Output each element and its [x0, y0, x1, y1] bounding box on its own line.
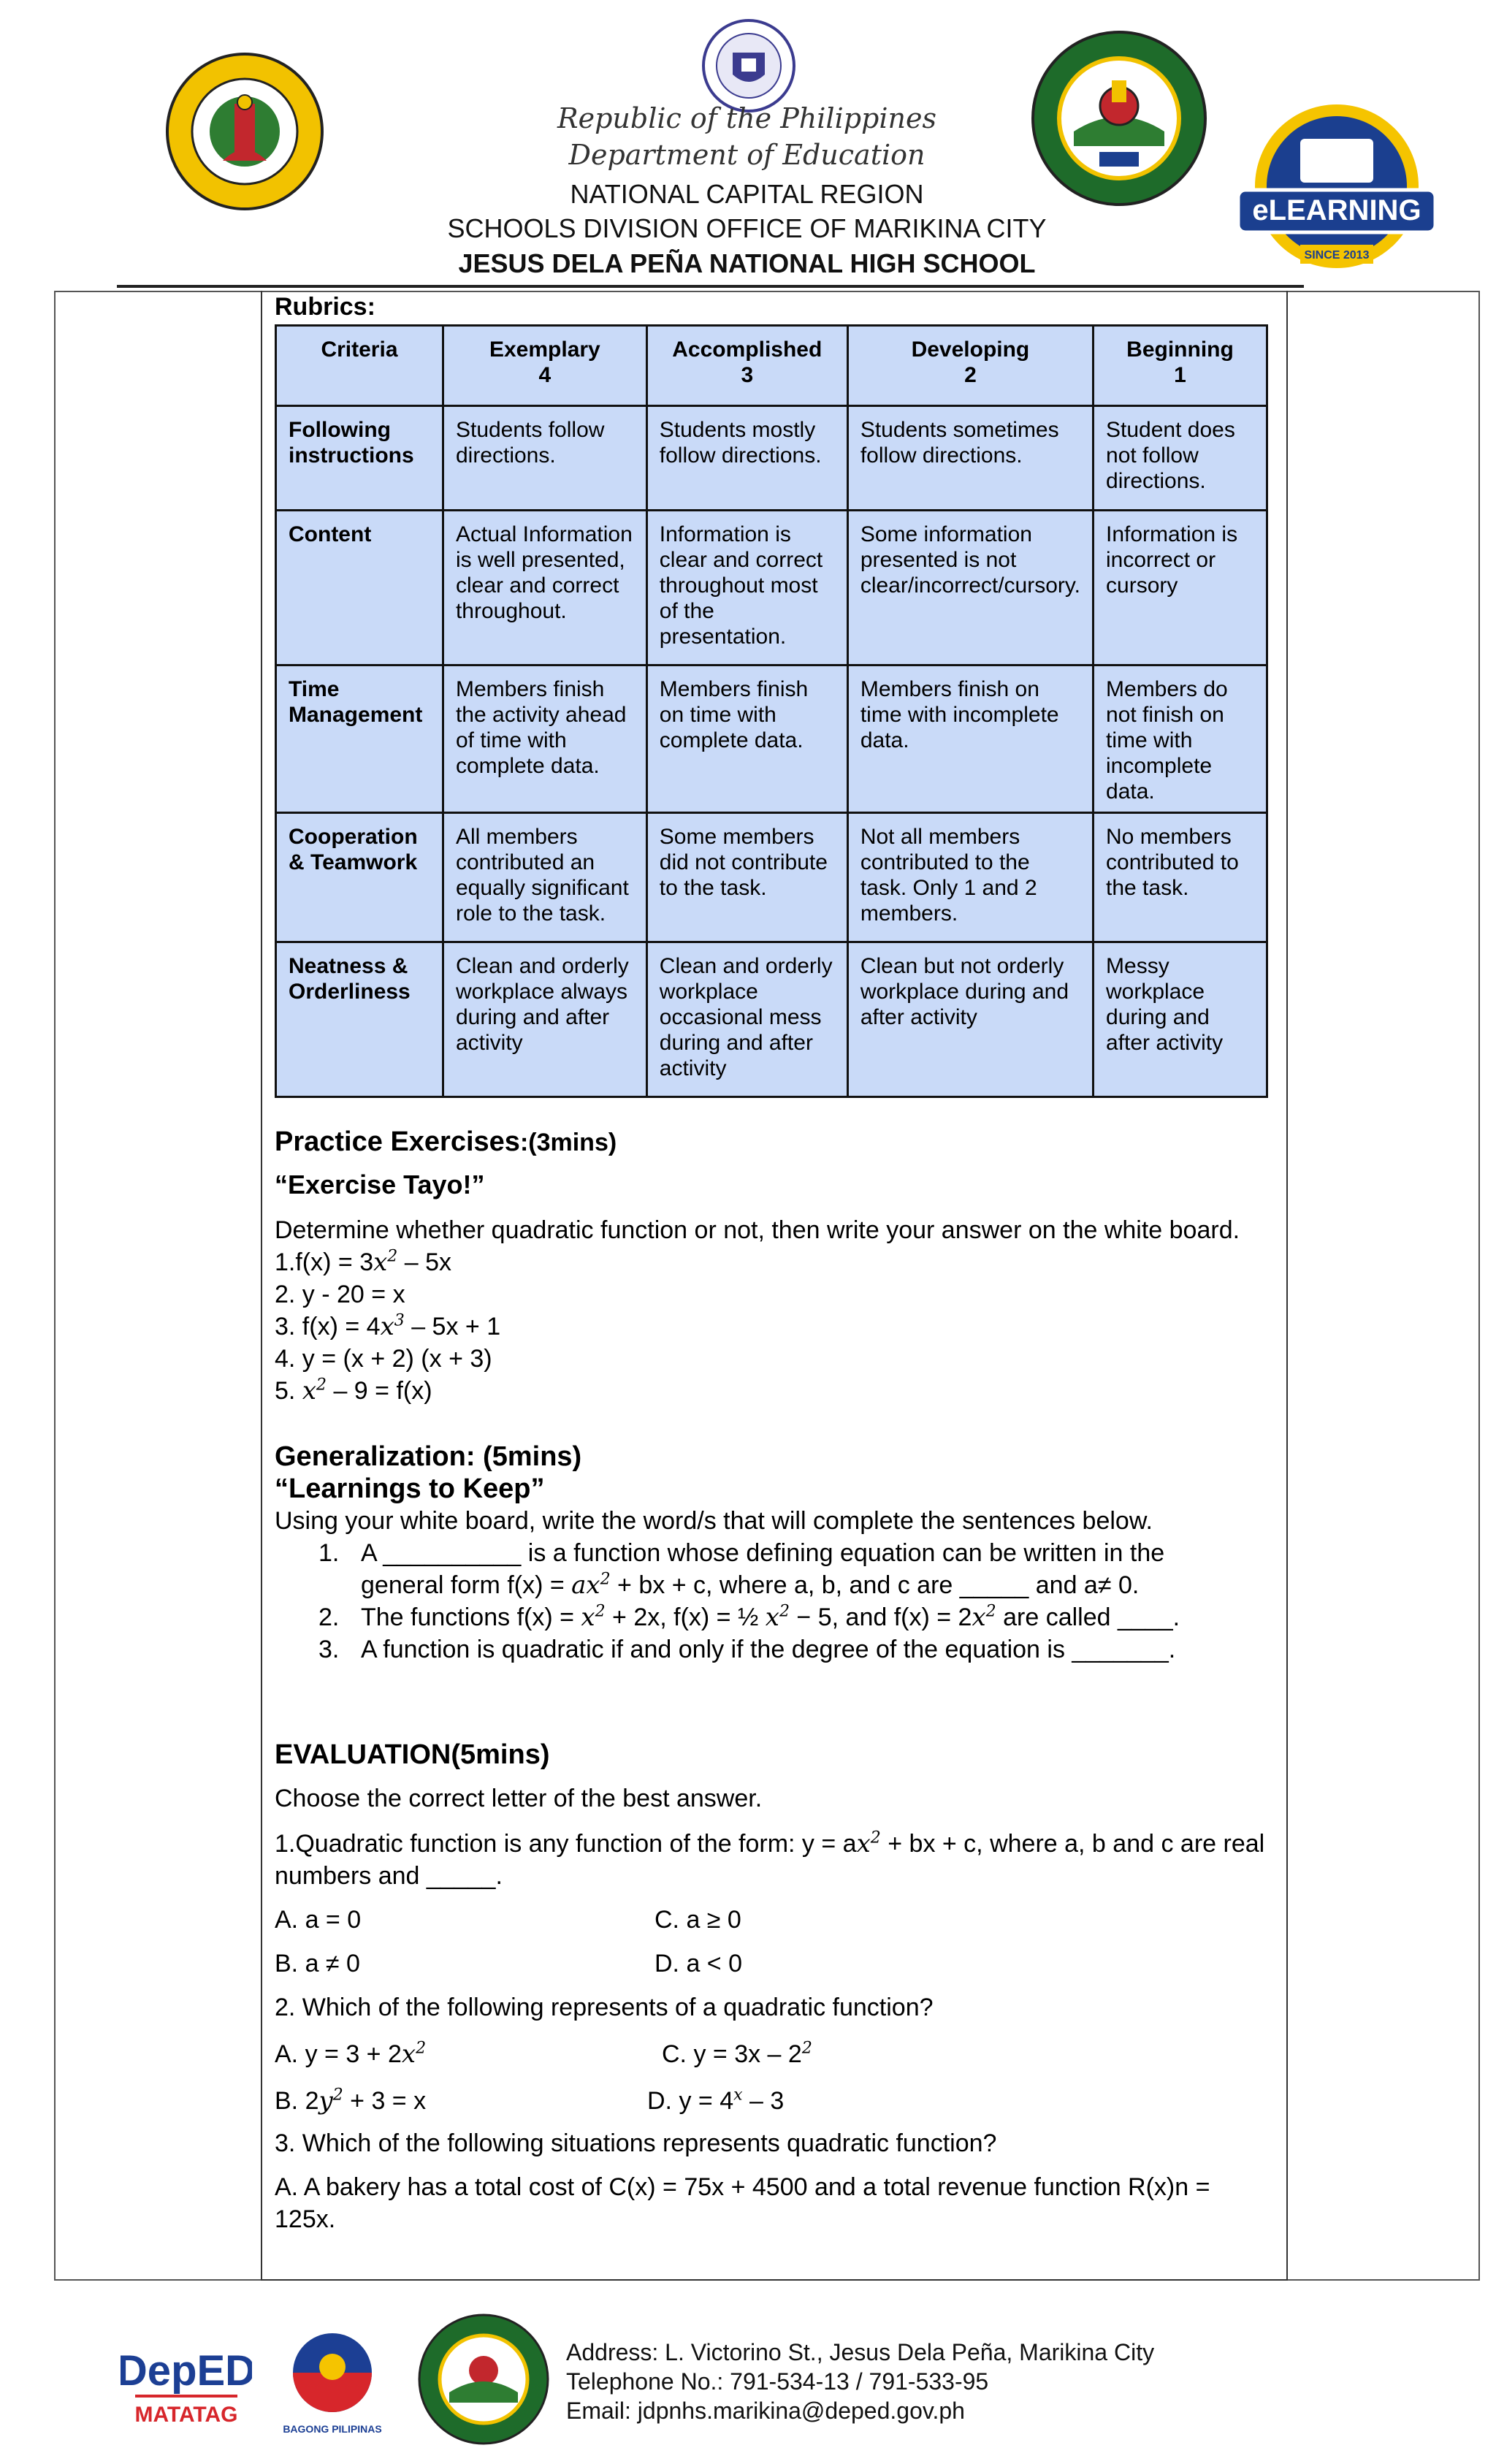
table-cell: No members contributed to the task.	[1094, 813, 1267, 942]
practice-heading	[275, 1126, 1277, 1159]
table-cell: All members contributed an equally significant role to the task.	[443, 813, 646, 942]
q2-option-b: B. $2y^2 + 3 = x$	[275, 2086, 427, 2116]
header-school-name: JESUS DELA PEÑA NATIONAL HIGH SCHOOL	[458, 248, 1036, 278]
table-cell: Members finish on time with complete data.	[646, 665, 847, 813]
jdp-school-footer-seal-icon	[416, 2312, 552, 2451]
table-cell: Clean but not orderly workplace during and after activity	[847, 942, 1093, 1097]
q2-option-c: C. $y = 3x - 2^2$	[662, 2039, 812, 2068]
header-criteria: Criteria	[276, 326, 443, 406]
q2-answers-row	[275, 2038, 1277, 2070]
table-cell: Members finish on time with incomplete data.	[847, 665, 1093, 813]
practice-item: 5. $x^2 - 9 = f(x)$	[275, 1376, 432, 1405]
table-cell: Students sometimes follow directions.	[847, 406, 1093, 511]
question-1: 1.Quadratic function is any function of the form: $y = ax^2$ + bx + c, where a, b and c are real numbers and _____.	[275, 1828, 1265, 1890]
footer-contact	[566, 2338, 1154, 2425]
table-cell: Clean and orderly workplace occasional mess during and after activity	[646, 942, 847, 1097]
bagong-pilipinas-logo-icon	[274, 2323, 391, 2444]
practice-item: 4. y = (x + 2) (x + 3)	[275, 1345, 492, 1373]
table-cell: Members finish the activity ahead of time with complete data.	[443, 665, 646, 813]
elearning-logo-text: eLEARNING	[1252, 194, 1421, 226]
table-row	[276, 813, 1267, 942]
generalization-instruction: Using your white board, write the word/s that will complete the sentences below.	[275, 1507, 1153, 1535]
evaluation-title: EVALUATION(5mins)	[275, 1739, 550, 1770]
rubrics-header-row	[276, 326, 1267, 406]
header-beginning: Beginning 1	[1094, 326, 1267, 406]
list-item: 2. The functions $f(x) = x^2 + 2x$, f(x) = ½ $x^2 - 5$, and $f(x) = 2x^2$ are called ____.	[318, 1602, 1180, 1632]
q1-answers-row	[275, 1904, 1277, 1936]
table-cell: Students follow directions.	[443, 406, 646, 511]
practice-item: 3. $f(x) = 4x^3 - 5x + 1$	[275, 1311, 501, 1341]
q1-option-c: C. a ≥ 0	[654, 1906, 741, 1934]
header-developing: Developing 2	[847, 326, 1093, 406]
q2-option-d: D. $y = 4^x - 3$	[647, 2086, 785, 2115]
table-cell: Some information presented is not clear/incorrect/cursory.	[847, 511, 1093, 665]
practice-title: Practice Exercises	[275, 1126, 520, 1157]
practice-instruction: Determine whether quadratic function or not, then write your answer on the white board.	[275, 1216, 1240, 1244]
header-republic: Republic of the Philippines	[557, 102, 936, 134]
list-item: 3. A function is quadratic if and only if the degree of the equation is _______.	[318, 1636, 1176, 1663]
footer-address: Address: L. Victorino St., Jesus Dela Peña, Marikina City	[566, 2339, 1155, 2365]
table-cell: Messy workplace during and after activity	[1094, 942, 1267, 1097]
q1-option-a: A. a = 0	[275, 1906, 362, 1934]
table-row	[276, 406, 1267, 511]
header-divider	[117, 285, 1304, 288]
table-cell: Information is clear and correct throughout most of the presentation.	[646, 511, 847, 665]
generalization-title: Generalization: (5mins)	[275, 1441, 582, 1472]
q2-option-a: A. $y = 3 + 2x^2$	[275, 2039, 427, 2069]
header-department: Department of Education	[568, 139, 926, 171]
footer-telephone: Telephone No.: 791-534-13 / 791-533-95	[566, 2368, 989, 2395]
q2-answers-row	[275, 2085, 1277, 2117]
list-item: 1. A __________ is a function whose defining equation can be written in the general form $f(x) = ax^2$ + bx + c, where a, b, and c are _____ and a≠ 0.	[318, 1539, 1165, 1600]
matatag-text: MATATAG	[134, 2403, 238, 2427]
rubrics-table	[275, 324, 1268, 1098]
deped-seal-icon	[690, 16, 807, 115]
q1-answers-row	[275, 1948, 1277, 1980]
deped-logo-text: DepED	[121, 2347, 252, 2395]
practice-subtitle: “Exercise Tayo!”	[275, 1170, 485, 1199]
table-cell: Student does not follow directions.	[1094, 406, 1267, 511]
q1-option-d: D. a < 0	[654, 1950, 743, 1977]
criteria-cell: Neatness & Orderliness	[276, 942, 443, 1097]
criteria-cell: Time Management	[276, 665, 443, 813]
table-row	[276, 665, 1267, 813]
table-cell: Clean and orderly workplace always during and after activity	[443, 942, 646, 1097]
generalization-subtitle: “Learnings to Keep”	[275, 1473, 545, 1504]
practice-time: :(3mins)	[519, 1129, 617, 1156]
evaluation-instruction: Choose the correct letter of the best answer.	[275, 1785, 763, 1812]
page-footer	[0, 2308, 1496, 2464]
question-2: 2. Which of the following represents of a quadratic function?	[275, 1994, 934, 2021]
rubrics-title: Rubrics:	[275, 293, 375, 321]
practice-item: 2. y - 20 = x	[275, 1281, 405, 1308]
deped-matatag-logo-icon	[121, 2330, 252, 2444]
q1-option-b: B. a ≠ 0	[275, 1950, 360, 1977]
criteria-cell: Cooperation & Teamwork	[276, 813, 443, 942]
table-cell: Not all members contributed to the task. Only 1 and 2 members.	[847, 813, 1093, 942]
q3-option-a: A. A bakery has a total cost of C(x) = 75x + 4500 and a total revenue function R(x)n = 125x.	[275, 2173, 1210, 2233]
elearning-logo-icon	[1231, 99, 1443, 274]
footer-email: Email: jdpnhs.marikina@deped.gov.ph	[566, 2398, 965, 2424]
table-cell: Some members did not contribute to the task.	[646, 813, 847, 942]
practice-item: $1.f(x) = 3x^2 - 5x$	[275, 1247, 452, 1277]
table-row	[276, 942, 1267, 1097]
table-row	[276, 511, 1267, 665]
header-region: NATIONAL CAPITAL REGION	[570, 179, 924, 209]
lesson-content	[275, 292, 1277, 2235]
header-exemplary: Exemplary 4	[443, 326, 646, 406]
header-division: SCHOOLS DIVISION OFFICE OF MARIKINA CITY	[447, 213, 1047, 243]
generalization-list	[318, 1537, 1277, 1666]
table-cell: Information is incorrect or cursory	[1094, 511, 1267, 665]
question-3: 3. Which of the following situations represents quadratic function?	[275, 2129, 997, 2157]
criteria-cell: Content	[276, 511, 443, 665]
table-cell: Students mostly follow directions.	[646, 406, 847, 511]
criteria-cell: Following instructions	[276, 406, 443, 511]
table-cell: Members do not finish on time with incomplete data.	[1094, 665, 1267, 813]
table-cell: Actual Information is well presented, clear and correct throughout.	[443, 511, 646, 665]
elearning-since-text: SINCE 2013	[1304, 249, 1370, 262]
letterhead	[0, 0, 1496, 292]
bagong-pilipinas-text: BAGONG PILIPINAS	[283, 2423, 382, 2435]
header-accomplished: Accomplished 3	[646, 326, 847, 406]
